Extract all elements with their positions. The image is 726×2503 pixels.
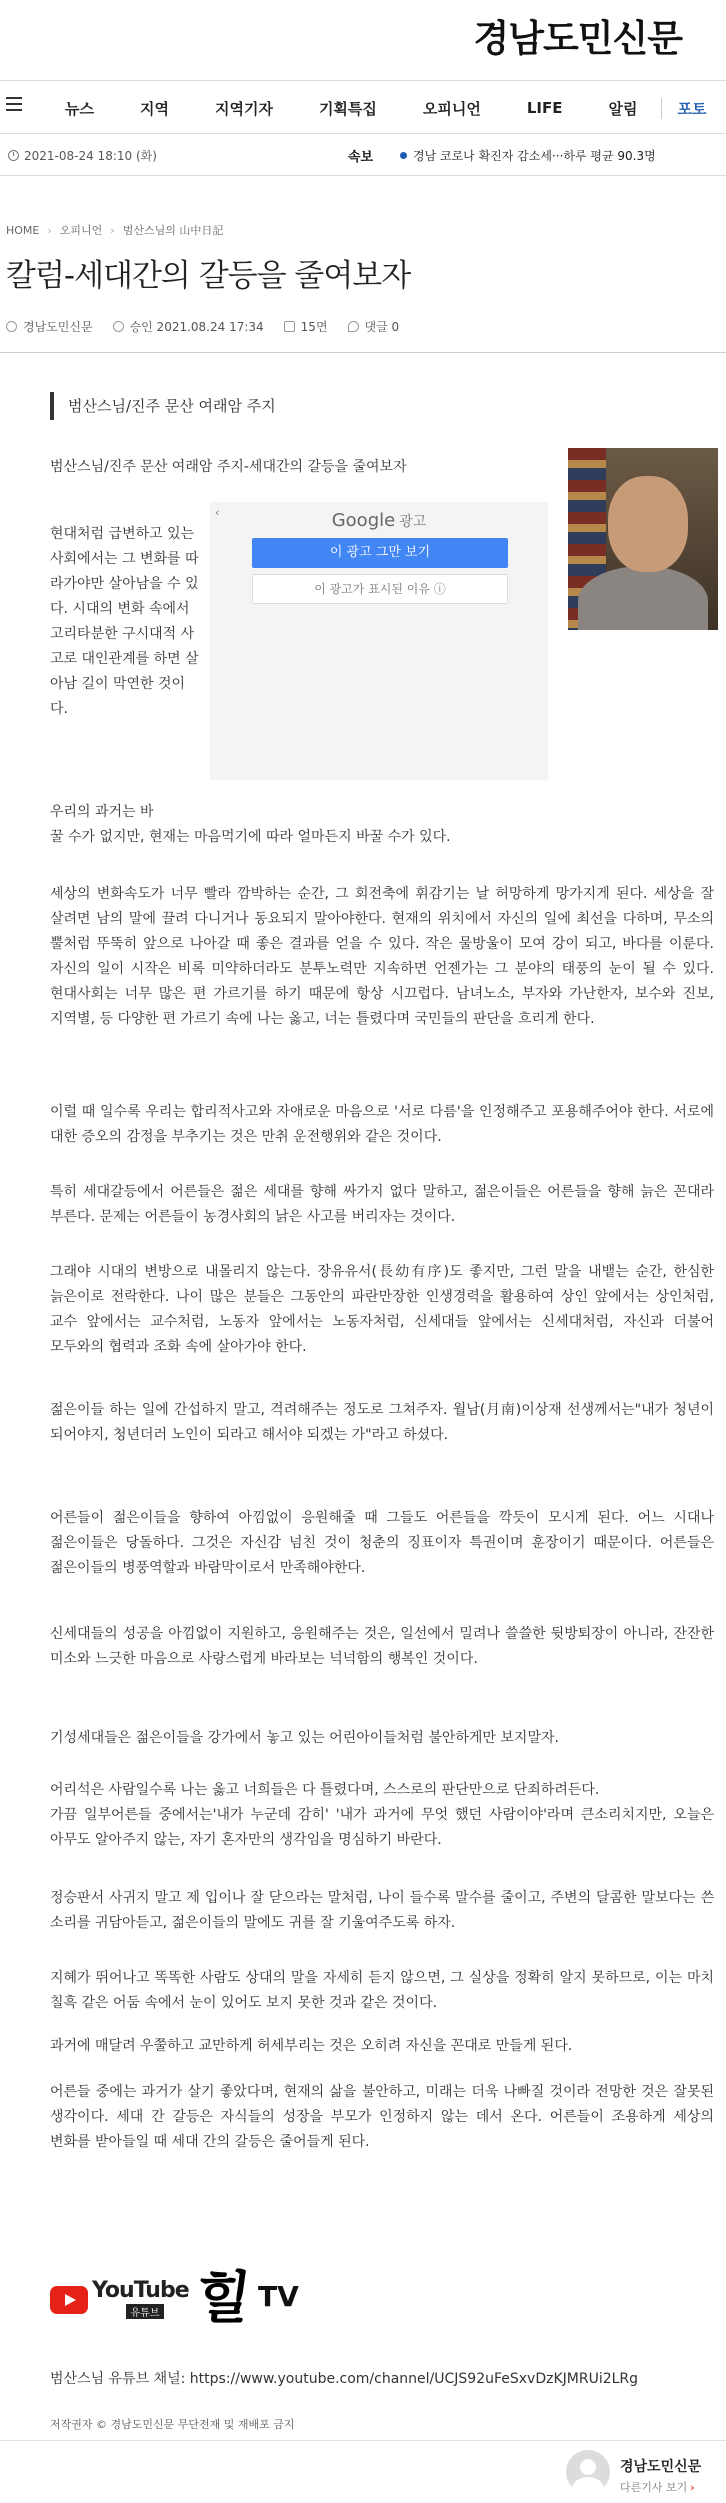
youtube-play-icon: [50, 2286, 88, 2314]
intro-paragraph: 현대처럼 급변하고 있는 사회에서는 그 변화를 따라가야만 살아남을 수 있다. 시대의 변화 속에서 고리타분한 구시대적 사고로 대인관계를 하면 살아남 길이 막연한 것이다.: [50, 526, 199, 717]
hamburger-menu-icon[interactable]: [6, 97, 22, 113]
press-name: 경남도민신문: [23, 320, 93, 334]
article-paragraph: 어른들 중에는 과거가 살기 좋았다며, 현재의 삶을 불안하고, 미래는 더욱 나빠질 것이라 전망한 것은 잘못된 생각이다. 세대 간 갈등은 자식들의 성장을 부모가 인정하지 않는 데서 온다. 어른들이 조용하게 세상의 변화를 받아들일 때 세대 간의 갈등은 줄어들게 된다.: [50, 2084, 714, 2150]
nav-item-features[interactable]: 기획특집: [318, 99, 377, 118]
ad-slot: [210, 502, 548, 780]
nav-item-photo[interactable]: 포토: [661, 98, 726, 119]
breadcrumb: [6, 222, 223, 238]
article-paragraph: 이럴 때 일수록 우리는 합리적사고와 자애로운 마음으로 '서로 다름'을 인정해주고 포용해주어야 한다. 서로에 대한 증오의 감정을 부추기는 것은 만취 운전행위와 같은 것이다.: [50, 1104, 714, 1145]
article-paragraph: 그래야 시대의 변방으로 내몰리지 않는다. 장유유서(長幼有序)도 좋지만, 그런 말을 내뱉는 순간, 한심한 늙은이로 전락한다. 나이 많은 분들은 그동안의 파란만장한 인생경력을 활용하여 상인 앞에서는 상인처럼, 교수 앞에서는 교수처럼, 노동자 앞에서는 노동자처럼, 신세대들 앞에서는 신세대처럼, 자신과 더불어 모두와의 협력과 조화 속에 살아가야 한다.: [50, 1264, 714, 1355]
back-arrow-icon[interactable]: ‹: [215, 506, 220, 519]
clock-icon: [8, 150, 19, 161]
date-text: 2021-08-24 18:10 (화): [24, 149, 157, 163]
divider: [0, 352, 726, 353]
breaking-news-link[interactable]: [400, 147, 656, 164]
breaking-label: 속보: [348, 150, 374, 165]
current-date: [8, 147, 157, 164]
article-title: 칼럼-세대간의 갈등을 줄여보자: [6, 258, 411, 294]
comment-icon: [348, 321, 359, 332]
more-articles-link[interactable]: [620, 2479, 695, 2495]
article-lede: 범산스님/진주 문산 여래암 주지-세대간의 갈등을 줄여보자: [50, 459, 407, 475]
article-paragraph: 어른들이 젊은이들을 향하여 아낌없이 응원해줄 때 그들도 어른들을 깍듯이 모시게 된다. 어느 시대나 젊은이들은 당돌하다. 그것은 자신감 넘친 것이 청춘의 징표이자 특권이며 훈장이기 때문이다. 어른들은 젊은이들의 병풍역할과 바람막이로서 만족해야한다.: [50, 1510, 714, 1576]
article-paragraph: 젊은이들 하는 일에 간섭하지 말고, 격려해주는 정도로 그쳐주자. 월남(月南)이상재 선생께서는"내가 청년이 되어야지, 청년더러 노인이 되라고 해서야 되겠는 가"라고 하셨다.: [50, 1402, 714, 1443]
ad-label: 광고: [399, 514, 427, 530]
nav-item-region-reporter[interactable]: 지역기자: [214, 99, 273, 118]
reporter-name: 경남도민신문: [620, 2459, 702, 2475]
nav-item-region[interactable]: 지역: [139, 99, 169, 118]
article-paragraph: 지혜가 뛰어나고 똑똑한 사람도 상대의 말을 자세히 듣지 않으면, 그 실상을 정확히 알지 못하므로, 이는 마치 칠흑 같은 어둠 속에서 눈이 있어도 보지 못한 것과 같은 것이다.: [50, 1970, 714, 2011]
heal-tv-label: TV: [258, 2280, 299, 2313]
author-photo: [568, 448, 718, 630]
breadcrumb-opinion[interactable]: 오피니언: [59, 224, 103, 237]
article-paragraph: 기성세대들은 젊은이들을 강가에서 놓고 있는 어린아이들처럼 불안하게만 보지말자.: [50, 1730, 559, 1746]
article-paragraph: 정승판서 사귀지 말고 제 입이나 잘 닫으라는 말처럼, 나이 들수록 말수를 줄이고, 주변의 달콤한 말보다는 쓴 소리를 귀담아듣고, 젊은이들의 말에도 귀를 잘 기울여주도록 하자.: [50, 1890, 714, 1931]
why-ad-button[interactable]: 이 광고가 표시된 이유 ⓘ: [252, 574, 508, 604]
page-number: 15면: [300, 320, 328, 334]
comment-count[interactable]: 댓글 0: [364, 320, 400, 334]
site-header: [0, 0, 726, 78]
breadcrumb-separator: ›: [110, 224, 115, 237]
main-nav: [0, 80, 726, 134]
google-brand: Google: [331, 510, 396, 531]
nav-item-news[interactable]: 뉴스: [65, 99, 94, 118]
avatar: [566, 2450, 610, 2494]
divider: [0, 2440, 726, 2441]
copyright-notice: 저작권자 © 경남도민신문 무단전재 및 재배포 금지: [50, 2418, 295, 2431]
nav-item-notice[interactable]: 알림: [608, 99, 638, 118]
article-paragraph: 특히 세대갈등에서 어른들은 젊은 세대를 향해 싸가지 없다 말하고, 젊은이들은 어른들을 향해 늙은 꼰대라 부른다. 문제는 어른들이 농경사회의 낡은 사고를 버리자는 것이다.: [50, 1184, 714, 1225]
youtube-channel-link[interactable]: 범산스님 유튜브 채널: https://www.youtube.com/channel/UCJS92uFeSxvDzKJMRUi2LRg: [50, 2371, 639, 2387]
ad-brand: [210, 510, 548, 531]
page-icon: [284, 321, 295, 332]
article-subtitle: 범산스님/진주 문산 여래암 주지: [50, 392, 276, 420]
breadcrumb-home[interactable]: HOME: [6, 224, 40, 237]
bullet-icon: [400, 152, 407, 159]
article-paragraph: 세상의 변화속도가 너무 빨라 깜박하는 순간, 그 회전축에 휘감기는 날 허망하게 망가지게 된다. 세상을 잘 살려면 남의 말에 끌려 다니거나 동요되지 말아야한다. 현재의 위치에서 자신의 일에 최선을 다하며, 무소의 뿔처럼 뚜뚝히 앞으로 나아갈 때 좋은 결과를 얻을 수 있다. 작은 물방울이 모여 강이 되고, 바다를 이룬다. 자신의 일이 시작은 비록 미약하더라도 분투노력만 지속하면 언젠가는 그 분야의 태풍의 눈이 될 수 있다. 현대사회는 너무 많은 편 가르기를 하기 때문에 항상 시끄럽다. 남녀노소, 부자와 가난한자, 보수와 진보, 지역별, 등 다양한 편 가르기 속에 나는 옳고, 너는 틀렸다며 국민들의 판단을 흐리게 한다.: [50, 886, 714, 1027]
heal-logo: 힐: [191, 2265, 255, 2331]
breadcrumb-column[interactable]: 범산스님의 山中日記: [122, 224, 224, 237]
user-icon: [6, 321, 17, 332]
article-paragraph: 어리석은 사람일수록 나는 옳고 너희들은 다 틀렸다며, 스스로의 판단만으로 단죄하려든다. 가끔 일부어른들 중에서는'내가 누군데 감히' '내가 과거에 무엇 했던 사람이야'라며 큰소리치지만, 오늘은 아무도 알아주지 않는, 자기 혼자만의 생각임을 명심하기 바란다.: [50, 1782, 714, 1848]
nav-item-opinion[interactable]: 오피니언: [422, 99, 481, 118]
article-paragraph: 우리의 과거는 바 꿀 수가 없지만, 현재는 마음먹기에 따라 얼마든지 바꿀 수가 있다.: [50, 804, 451, 845]
approved-time: 승인 2021.08.24 17:34: [129, 320, 264, 334]
site-logo[interactable]: 경남도민신문: [473, 17, 682, 60]
breaking-news-text: 경남 코로나 확진자 감소세···하루 평균 90.3명: [413, 149, 656, 163]
more-articles-label: 다른기사 보기: [620, 2481, 688, 2494]
article-paragraph: 과거에 매달려 우쭐하고 교만하게 허세부리는 것은 오히려 자신을 꼰대로 만들게 된다.: [50, 2038, 573, 2054]
youtube-logo[interactable]: [50, 2280, 189, 2319]
chevron-right-icon: ›: [690, 2481, 695, 2494]
clock-icon: [113, 321, 124, 332]
nav-item-life[interactable]: LIFE: [526, 99, 563, 117]
breadcrumb-separator: ›: [47, 224, 52, 237]
youtube-wordmark: YouTube: [92, 2278, 189, 2303]
stop-ad-button[interactable]: 이 광고 그만 보기: [252, 538, 508, 568]
article-meta: [6, 318, 419, 335]
article-paragraph: 신세대들의 성공을 아낌없이 지원하고, 응원해주는 것은, 일선에서 밀려나 쓸쓸한 뒷방퇴장이 아니라, 잔잔한 미소와 느긋한 마음으로 사랑스럽게 바라보는 넉넉함의 행복인 것이다.: [50, 1626, 714, 1667]
youtube-korean-label: 유튜브: [126, 2304, 164, 2319]
info-bar: [0, 134, 726, 176]
